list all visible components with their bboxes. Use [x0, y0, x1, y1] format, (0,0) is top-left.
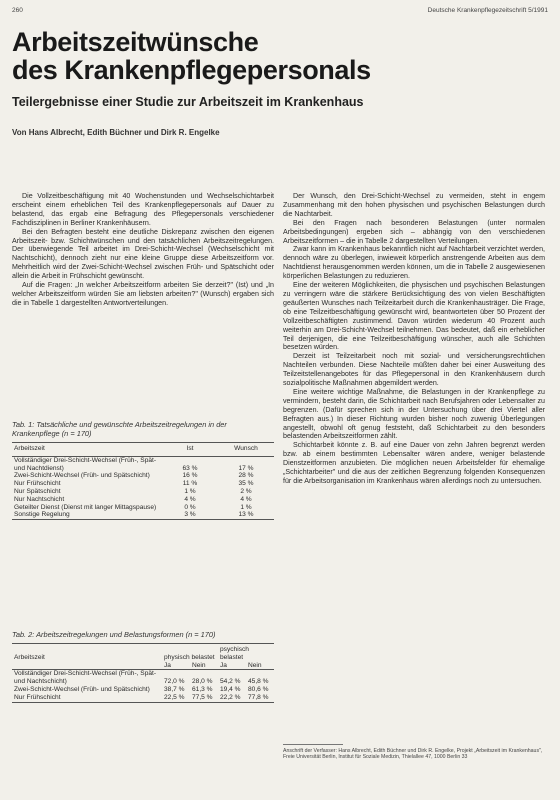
- cell-wunsch: 4 %: [240, 495, 252, 503]
- cell: 77,5 %: [192, 693, 213, 701]
- table-1-caption: Tab. 1: Tatsächliche und gewünschte Arbeitszeitregelungen in der Krankenpflege (n = 170): [12, 420, 227, 438]
- paragraph: Auf die Fragen: „In welcher Arbeitszeitform arbeiten Sie derzeit?" (Ist) und „In welcher Arbeitszeitform würden Sie am liebsten arbeiten?" (Wunsch) ergaben sich die in Tabelle 1 dargestellten Antwortverteilungen.: [12, 281, 274, 307]
- column-header: psychisch belastet: [220, 646, 249, 661]
- table-row: [12, 488, 274, 496]
- cell-ist: 11 %: [182, 480, 198, 488]
- row-label: Nur Spätschicht: [14, 487, 61, 495]
- row-label: Nur Nachtschicht: [14, 495, 65, 503]
- row-label: Vollständiger Drei-Schicht-Wechsel (Früh-, Spät- und Nachtschicht): [14, 670, 157, 686]
- cell: 19,4 %: [220, 685, 241, 693]
- running-header: [12, 7, 548, 14]
- cell: 38,7 %: [164, 685, 185, 693]
- table-row: [12, 511, 274, 519]
- cell-ist: 16 %: [182, 472, 198, 480]
- right-column: [283, 192, 545, 486]
- subheader: Nein: [246, 662, 274, 670]
- table-row: [12, 686, 274, 694]
- title-line-1: Arbeitszeitwünsche: [12, 27, 259, 57]
- row-label: Nur Frühschicht: [14, 693, 61, 701]
- paragraph: Eine weitere wichtige Maßnahme, die Belastungen in der Krankenpflege zu vermindern, besteht darin, die Schichtarbeit nach Berufsjahren oder Lebensalter zu begrenzen. (Dafür sprechen sich in der Untersuchung über drei Viertel aller Befragten aus.) In dieser Richtung wurden bisher noch zuwenig Überlegungen angestellt, obwohl oft genug feststeht, daß Schichtarbeit zu den besonders belastenden Arbeitszeitformen zählt.: [283, 387, 545, 441]
- cell: 22,5 %: [164, 693, 185, 701]
- left-column: [12, 192, 274, 308]
- table-2-caption: Tab. 2: Arbeitszeitregelungen und Belastungsformen (n = 170): [12, 630, 216, 639]
- authors-line: Von Hans Albrecht, Edith Büchner und Dirk R. Engelke: [12, 128, 220, 137]
- cell: 72,0 %: [164, 678, 185, 686]
- cell: 45,8 %: [248, 678, 269, 686]
- paragraph: Derzeit ist Teilzeitarbeit noch mit sozial- und versicherungsrechtlichen Nachteilen verbunden. Diese Nachteile müßten daher bei einer Ausweitung des Teilzeitstellenangebotes für das Pflegepersonal in den Krankenhäusern durch sozialpolitische Maßnahmen abgemildert werden.: [283, 352, 545, 388]
- article-subtitle: Teilergebnisse einer Studie zur Arbeitszeit im Krankenhaus: [12, 95, 364, 109]
- column-header: Arbeitszeit: [12, 443, 162, 457]
- table-row: [12, 694, 274, 702]
- cell-ist: 3 %: [184, 511, 196, 519]
- subheader: Ja: [162, 662, 190, 670]
- table-row: [12, 504, 274, 512]
- cell: 28,0 %: [192, 678, 213, 686]
- cell-ist: 63 %: [182, 464, 198, 472]
- column-header: Ist: [162, 443, 218, 457]
- article-title: [12, 28, 371, 84]
- row-label: Zwei-Schicht-Wechsel (Früh- und Spätschicht): [14, 472, 150, 480]
- cell: 54,2 %: [220, 678, 241, 686]
- paragraph: Schichtarbeit könnte z. B. auf eine Dauer von zehn Jahren begrenzt werden bzw. ab einem bestimmten Lebensalter wären andere, weniger belastende Dienstzeitformen anzubieten. Die möglichen neuen Arbeitsfelder für ehemalige „Schichtarbeiter" und die aus der zeitlichen Begrenzung folgenden Konsequenzen für die Arbeitsorganisation im Krankenhaus wären allerdings noch zu untersuchen.: [283, 441, 545, 485]
- table-1: [12, 420, 274, 520]
- paragraph: Bei den Befragten besteht eine deutliche Diskrepanz zwischen den eigenen Arbeitszeit- bzw. Schichtwünschen und den tatsächlichen Arbeitszeitregelungen. Der überwiegende Teil arbeitet im Drei-Schicht-Wechsel (Wechselschicht mit Nachtschicht), dennoch zieht nur eine kleine Gruppe diese Arbeitszeitform vor. Mehrheitlich wird der Zwei-Schicht-Wechsel zwischen Früh- und Spätschicht oder allein die Arbeit in Frühschicht gewünscht.: [12, 227, 274, 281]
- cell-ist: 1 %: [184, 487, 196, 495]
- cell: 61,3 %: [192, 685, 213, 693]
- table-header-row: [12, 443, 274, 457]
- table-row: [12, 480, 274, 488]
- cell-wunsch: 2 %: [240, 487, 252, 495]
- paragraph: Bei den Fragen nach besonderen Belastungen (unter normalen Arbeitsbedingungen) ergeben sich – abhängig von den verschiedenen Arbeitszeitformen – die in Tabelle 2 dargestellten Verteilungen.: [283, 218, 545, 245]
- table-row: [12, 496, 274, 504]
- cell: 77,8 %: [248, 693, 269, 701]
- cell-wunsch: 1 %: [240, 503, 252, 511]
- empty-cell: [12, 662, 162, 670]
- table-1-grid: [12, 442, 274, 520]
- cell-wunsch: 35 %: [238, 480, 254, 488]
- cell-ist: 0 %: [184, 503, 196, 511]
- author-address-footnote: Anschrift der Verfasser: Hans Albrecht, Edith Büchner und Dirk R. Engelke, Projekt „Arbeitszeit im Krankenhaus", Freie Universität Berlin, Institut für Soziale Medizin, Thielallee 47, 1000 Berlin 33: [283, 748, 543, 761]
- cell: 80,6 %: [248, 685, 269, 693]
- row-label: Nur Frühschicht: [14, 480, 61, 488]
- cell-wunsch: 13 %: [238, 511, 254, 519]
- journal-name: Deutsche Krankenpflegezeitschrift 5/1991: [427, 7, 548, 14]
- table-2: [12, 630, 274, 703]
- row-label: Vollständiger Drei-Schicht-Wechsel (Früh-, Spät- und Nachtdienst): [14, 456, 157, 472]
- subheader: Nein: [190, 662, 218, 670]
- table-row: [12, 472, 274, 480]
- row-label: Zwei-Schicht-Wechsel (Früh- und Spätschicht): [14, 685, 150, 693]
- page-number: 260: [12, 7, 23, 14]
- title-line-2: des Krankenpflegepersonals: [12, 55, 371, 85]
- table-2-grid: [12, 643, 274, 703]
- table-row: [12, 456, 274, 472]
- subheader: Ja: [218, 662, 246, 670]
- paragraph: Der Wunsch, den Drei-Schicht-Wechsel zu vermeiden, steht in engem Zusammenhang mit den hohen physischen und psychischen Belastungen durch die Nachtarbeit.: [283, 192, 545, 218]
- paragraph: Die Vollzeitbeschäftigung mit 40 Wochenstunden und Wechselschichtarbeit erscheint einem erheblichen Teil des Krankenpflegepersonals auf Dauer zu belastend, das ergab eine Befragung des Pflegepersonals verschiedener Fachdisziplinen in Berliner Krankenhäusern.: [12, 192, 274, 227]
- column-header: physisch belastet: [164, 653, 215, 661]
- paragraph: Eine der weiteren Möglichkeiten, die physischen und psychischen Belastungen zu verringern wäre die stärkere Berücksichtigung des von vielen Beschäftigten geäußerten Wunsches nach Teilzeitarbeit durch die Krankenhausträger. Die Frage, ob eine Teilzeitbeschäftigung gewünscht wird, beantworteten über 50 Prozent der Vollzeitbeschäftigten zustimmend. Davon würden wiederum 40 Prozent auch weiterhin am Drei-Schicht-Wechsel teilnehmen. Das bedeutet, daß ein erheblicher Teil derjenigen, die eine Teilzeitbeschäftigung wünscher, auch alle Schichten besetzen würden.: [283, 281, 545, 352]
- row-label: Sonstige Regelung: [14, 511, 70, 519]
- column-header: Arbeitszeit: [14, 653, 45, 661]
- table-row: [12, 670, 274, 686]
- table-subheader-row: [12, 662, 274, 670]
- cell-wunsch: 17 %: [238, 464, 254, 472]
- table-header-row: [12, 644, 274, 662]
- footnote-rule: [283, 744, 343, 745]
- cell-wunsch: 28 %: [238, 472, 254, 480]
- cell: 22,2 %: [220, 693, 241, 701]
- paragraph: Zwar kann im Krankenhaus bekanntlich nicht auf Nachtarbeit verzichtet werden, dennoch wäre zu überlegen, inwieweit körperlich anstrengende Arbeiten aus dem Nachtdienst herausgenommen werden können, um die in Tabelle 2 ausgewiesenen körperlichen Belastungen zu reduzieren.: [283, 245, 545, 281]
- cell-ist: 4 %: [184, 495, 196, 503]
- column-header: Wunsch: [218, 443, 274, 457]
- row-label: Geteilter Dienst (Dienst mit langer Mittagspause): [14, 503, 157, 511]
